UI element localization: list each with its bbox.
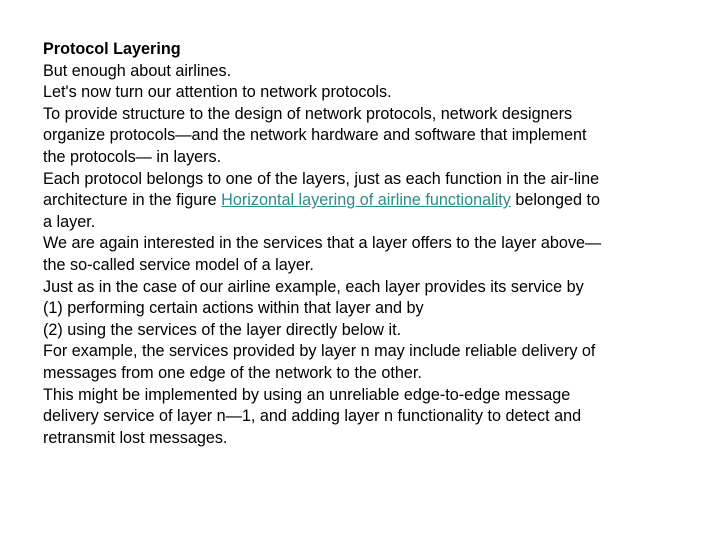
text-line-with-link	[43, 190, 683, 212]
text-line: a layer.	[43, 212, 96, 231]
text-line: retransmit lost messages.	[43, 428, 228, 447]
text-line: But enough about airlines.	[43, 61, 232, 80]
text-line: delivery service of layer n—1, and adding layer n functionality to detect and	[43, 407, 582, 426]
text-line: the so-called service model of a layer.	[43, 255, 314, 274]
figure-link[interactable]: Horizontal layering of airline functionality	[221, 191, 511, 210]
text-line: Just as in the case of our airline example, each layer provides its service by	[43, 277, 584, 296]
text-line: (2) using the services of the layer directly below it.	[43, 320, 402, 339]
slide-title: Protocol Layering	[43, 40, 181, 58]
text-fragment: architecture in the figure	[43, 191, 222, 210]
text-fragment: belonged to	[510, 191, 601, 210]
slide-body	[43, 39, 683, 449]
text-line: To provide structure to the design of network protocols, network designers	[43, 104, 573, 123]
text-line: We are again interested in the services that a layer offers to the layer above—	[43, 234, 602, 253]
text-line: Each protocol belongs to one of the layers, just as each function in the air-line	[43, 169, 600, 188]
text-line: (1) performing certain actions within that layer and by	[43, 299, 424, 318]
text-line: messages from one edge of the network to the other.	[43, 363, 422, 382]
text-line: the protocols— in layers.	[43, 147, 222, 166]
text-line: Let's now turn our attention to network protocols.	[43, 83, 392, 102]
text-line: organize protocols—and the network hardware and software that implement	[43, 126, 587, 145]
text-line: For example, the services provided by layer n may include reliable delivery of	[43, 342, 596, 361]
text-line: This might be implemented by using an unreliable edge-to-edge message	[43, 385, 571, 404]
